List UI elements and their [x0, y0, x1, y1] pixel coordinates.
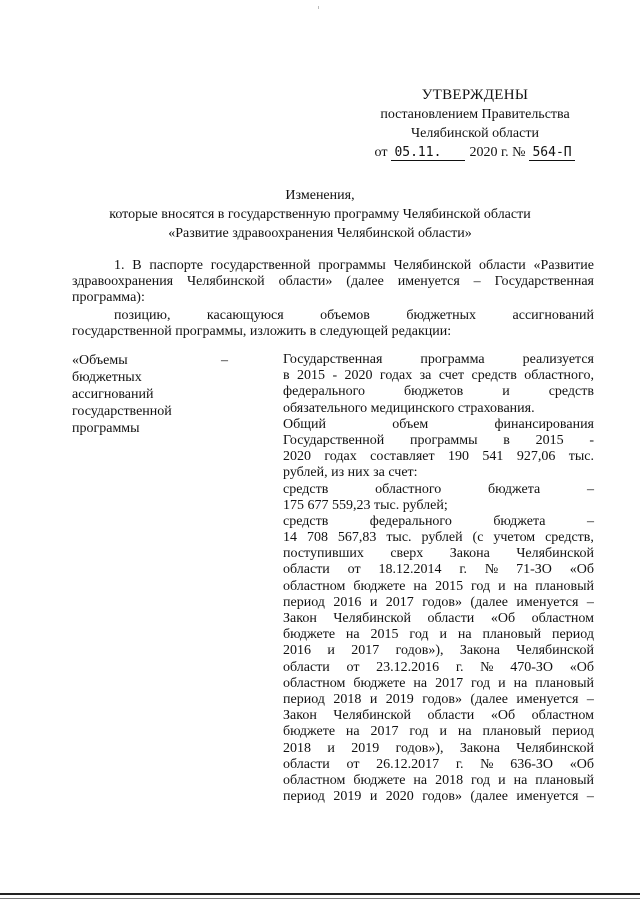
word: финансирования — [494, 416, 594, 432]
word: 2016 — [333, 594, 362, 610]
word: «Об — [569, 756, 594, 772]
word: на — [345, 627, 360, 643]
word: средств — [548, 384, 594, 400]
word: 18.12.2014 — [378, 562, 442, 578]
word: плановый — [482, 627, 542, 643]
intro-text-2a: позицию, касающуюся объемов бюджетных ассигнований — [114, 308, 594, 323]
word: средств — [283, 481, 329, 497]
decree-date: 05.11. — [391, 145, 465, 161]
word: годов»), — [395, 740, 444, 756]
word: в — [503, 432, 510, 448]
word: (далее — [470, 789, 508, 805]
word: 2015 — [297, 368, 326, 384]
word: годах — [379, 368, 413, 384]
word: области — [283, 756, 330, 772]
word: год — [471, 578, 491, 594]
word: программы — [409, 432, 478, 448]
right-line — [283, 724, 594, 740]
word: (далее — [470, 691, 508, 707]
word: – — [586, 481, 594, 497]
word: 14 — [283, 530, 297, 546]
word: 470-ЗО — [510, 659, 554, 675]
right-line — [283, 514, 594, 530]
title-line-1: Изменения, — [285, 188, 355, 203]
left-line: программы — [72, 421, 140, 436]
right-line — [283, 643, 594, 659]
word: Челябинской — [333, 708, 411, 724]
word: областном — [283, 675, 346, 691]
word: на — [345, 724, 360, 740]
word: период — [283, 594, 325, 610]
word: за — [419, 368, 432, 384]
word: г. — [455, 659, 464, 675]
left-line: государственной — [72, 404, 172, 419]
word: «Об — [569, 659, 594, 675]
word: период — [283, 789, 325, 805]
approval-block — [360, 86, 590, 162]
word: – — [586, 691, 594, 707]
word: бюджете — [353, 578, 406, 594]
approval-heading: УТВЕРЖДЕНЫ — [421, 87, 529, 103]
word: областном — [531, 708, 594, 724]
word: и — [327, 740, 335, 756]
word: бюджете — [283, 627, 336, 643]
word: и — [369, 789, 378, 805]
approval-date-line — [360, 143, 590, 162]
right-line: 175 677 559,23 тыс. рублей; — [283, 497, 448, 513]
word: средств, — [545, 530, 594, 546]
word: г. — [455, 756, 464, 772]
word: 2020 — [344, 368, 373, 384]
word: годов»), — [395, 643, 444, 659]
page-bottom-rule — [0, 893, 640, 895]
word: 2017 — [370, 724, 399, 740]
right-line — [283, 352, 594, 368]
word: области — [427, 708, 475, 724]
right-line — [283, 595, 594, 611]
word: 2016 — [283, 643, 311, 659]
word: на — [513, 675, 528, 691]
left-line: ассигнований — [72, 387, 154, 402]
word: (далее — [470, 594, 508, 610]
word: г. — [459, 562, 467, 578]
word: - — [332, 368, 338, 384]
word: Закон — [283, 611, 317, 626]
word: бюджете — [283, 724, 336, 740]
word: от — [346, 756, 360, 772]
word: 2018 — [435, 772, 464, 788]
word: Челябинской — [516, 643, 594, 659]
word: области — [283, 562, 330, 578]
intro-text-2b: государственной программы, изложить в следующей редакции: — [72, 324, 452, 339]
word: годов» — [422, 594, 462, 610]
word: Челябинской — [333, 611, 411, 626]
word: 927,06 — [516, 449, 556, 465]
word: именуется — [516, 789, 579, 805]
word: и — [439, 724, 447, 740]
word: бюджете — [353, 772, 406, 788]
word: бюджета — [488, 481, 541, 497]
table-right-cell — [283, 352, 594, 805]
word: 2019 — [351, 740, 380, 756]
word: на — [413, 772, 428, 788]
word: в — [283, 368, 290, 384]
right-line — [283, 384, 594, 400]
left-line: «Объемы — [72, 353, 128, 368]
word: 2015 — [535, 432, 564, 448]
approval-line-2: Челябинской области — [411, 126, 539, 141]
word: 708 — [306, 530, 328, 546]
word: Закон — [283, 708, 317, 724]
word: и — [498, 578, 506, 594]
word: 2017 — [351, 643, 380, 659]
word: области — [283, 659, 330, 675]
word: 190 — [448, 449, 470, 465]
right-line — [283, 660, 594, 676]
right-line — [283, 741, 594, 757]
word: год — [471, 772, 491, 788]
approval-line-1: постановлением Правительства — [380, 107, 570, 122]
word: 2020 — [385, 789, 414, 805]
left-line: бюджетных — [72, 370, 142, 385]
word: 2019 — [385, 691, 414, 707]
word: на — [457, 627, 472, 643]
right-line — [283, 449, 594, 465]
word: на — [513, 578, 528, 594]
word: плановый — [535, 675, 594, 691]
word: 71-ЗО — [516, 562, 552, 578]
decree-number: 564-П — [529, 145, 575, 161]
title-line-3: «Развитие здравоохранения Челябинской области» — [168, 226, 472, 241]
left-cell-dash: – — [221, 353, 228, 368]
word: и — [369, 691, 378, 707]
word: составляет — [370, 449, 435, 465]
word: программа — [420, 352, 485, 367]
word: Закона — [449, 546, 490, 562]
word: Закона — [459, 740, 500, 756]
word: сверх — [390, 546, 424, 562]
word: «Об — [490, 708, 516, 724]
word: от — [346, 659, 360, 675]
word: областного, — [524, 368, 594, 384]
page-bottom-rule-thin — [0, 898, 640, 899]
document-title — [60, 186, 580, 243]
table-left-cell — [72, 352, 240, 437]
word: 2017 — [385, 594, 414, 610]
word: рублей — [421, 530, 463, 546]
right-line — [283, 676, 594, 692]
word: от — [347, 562, 361, 578]
word: Челябинской — [516, 546, 594, 562]
word: объем — [392, 416, 429, 432]
word: федерального — [369, 513, 452, 529]
word: бюджете — [353, 675, 406, 691]
word: год — [409, 724, 429, 740]
word: № — [480, 756, 494, 772]
word: средств — [283, 513, 329, 529]
date-prefix: от — [374, 145, 388, 160]
word: областного — [375, 481, 442, 497]
right-line — [283, 611, 594, 627]
word: счет — [438, 368, 465, 384]
right-line — [283, 433, 594, 449]
word: учетом — [493, 530, 536, 546]
word: на — [513, 772, 528, 788]
word: плановый — [482, 724, 542, 740]
word: на — [413, 675, 428, 691]
word: Государственная — [283, 352, 383, 367]
word: именуется — [516, 594, 579, 610]
word: и — [439, 627, 447, 643]
right-line — [283, 773, 594, 789]
word: тыс. — [568, 449, 594, 465]
word: год — [409, 627, 429, 643]
right-line — [283, 417, 594, 433]
word: тыс. — [386, 530, 412, 546]
word: средств — [471, 368, 517, 384]
right-line — [283, 530, 594, 546]
word: области — [427, 611, 475, 626]
word: - — [589, 432, 594, 448]
right-line — [283, 627, 594, 643]
word: «Об — [569, 562, 594, 578]
word: «Об — [490, 611, 516, 626]
word: на — [457, 724, 472, 740]
word: и — [327, 643, 335, 659]
right-line — [283, 789, 594, 805]
word: и — [369, 594, 378, 610]
word: 2018 — [283, 740, 311, 756]
word: 567,83 — [337, 530, 377, 546]
word: период — [552, 724, 594, 740]
word: поступивших — [283, 546, 364, 562]
right-line: рублей, из них за счет: — [283, 465, 418, 481]
word: 636-ЗО — [510, 756, 554, 772]
right-line — [283, 546, 594, 562]
year-number-label: 2020 г. № — [469, 145, 526, 160]
word: (с — [472, 530, 484, 546]
word: бюджетов — [404, 384, 464, 400]
word: 26.12.2017 — [376, 756, 440, 772]
right-line — [283, 579, 594, 595]
word: плановый — [535, 772, 594, 788]
word: – — [586, 594, 594, 610]
word: именуется — [516, 691, 579, 707]
word: – — [587, 513, 594, 529]
word: областном — [531, 611, 594, 626]
word: Общий — [283, 416, 326, 432]
word: и — [498, 772, 506, 788]
intro-paragraph-1 — [72, 258, 594, 306]
right-line — [283, 757, 594, 773]
word: областном — [283, 772, 346, 788]
scan-mark — [318, 6, 319, 9]
word: период — [552, 627, 594, 643]
right-line — [283, 708, 594, 724]
right-line: обязательного медицинского страхования. — [283, 400, 535, 416]
word: 23.12.2016 — [376, 659, 440, 675]
word: Закона — [459, 643, 500, 659]
word: на — [413, 578, 428, 594]
word: плановый — [535, 578, 594, 594]
word: годов» — [422, 691, 462, 707]
right-line — [283, 482, 594, 498]
word: областном — [283, 578, 346, 594]
word: год — [471, 675, 491, 691]
word: 2017 — [435, 675, 464, 691]
word: 541 — [482, 449, 504, 465]
word: федерального — [283, 384, 366, 400]
right-line — [283, 562, 594, 578]
word: Челябинской — [516, 740, 594, 756]
word: № — [484, 562, 499, 578]
word: годов» — [422, 789, 462, 805]
word: и — [502, 384, 510, 400]
title-line-2: которые вносятся в государственную программу Челябинской области — [109, 207, 531, 222]
intro-paragraph-2 — [72, 308, 594, 340]
word: 2018 — [333, 691, 362, 707]
right-line — [283, 692, 594, 708]
intro-text-1: 1. В паспорте государственной программы Челябинской области «Развитие здравоохранения Челябинской области» (далее именуется – Государственная программа): — [72, 258, 594, 305]
right-line — [283, 368, 594, 384]
word: бюджета — [493, 513, 546, 529]
word: реализуется — [522, 352, 594, 367]
word: 2015 — [370, 627, 399, 643]
word: 2015 — [435, 578, 464, 594]
word: 2019 — [333, 789, 362, 805]
word: и — [498, 675, 506, 691]
word: Государственной — [283, 432, 385, 448]
word: период — [283, 691, 325, 707]
word: – — [586, 789, 594, 805]
word: годах — [324, 449, 357, 465]
word: 2020 — [283, 449, 311, 465]
word: № — [480, 659, 494, 675]
